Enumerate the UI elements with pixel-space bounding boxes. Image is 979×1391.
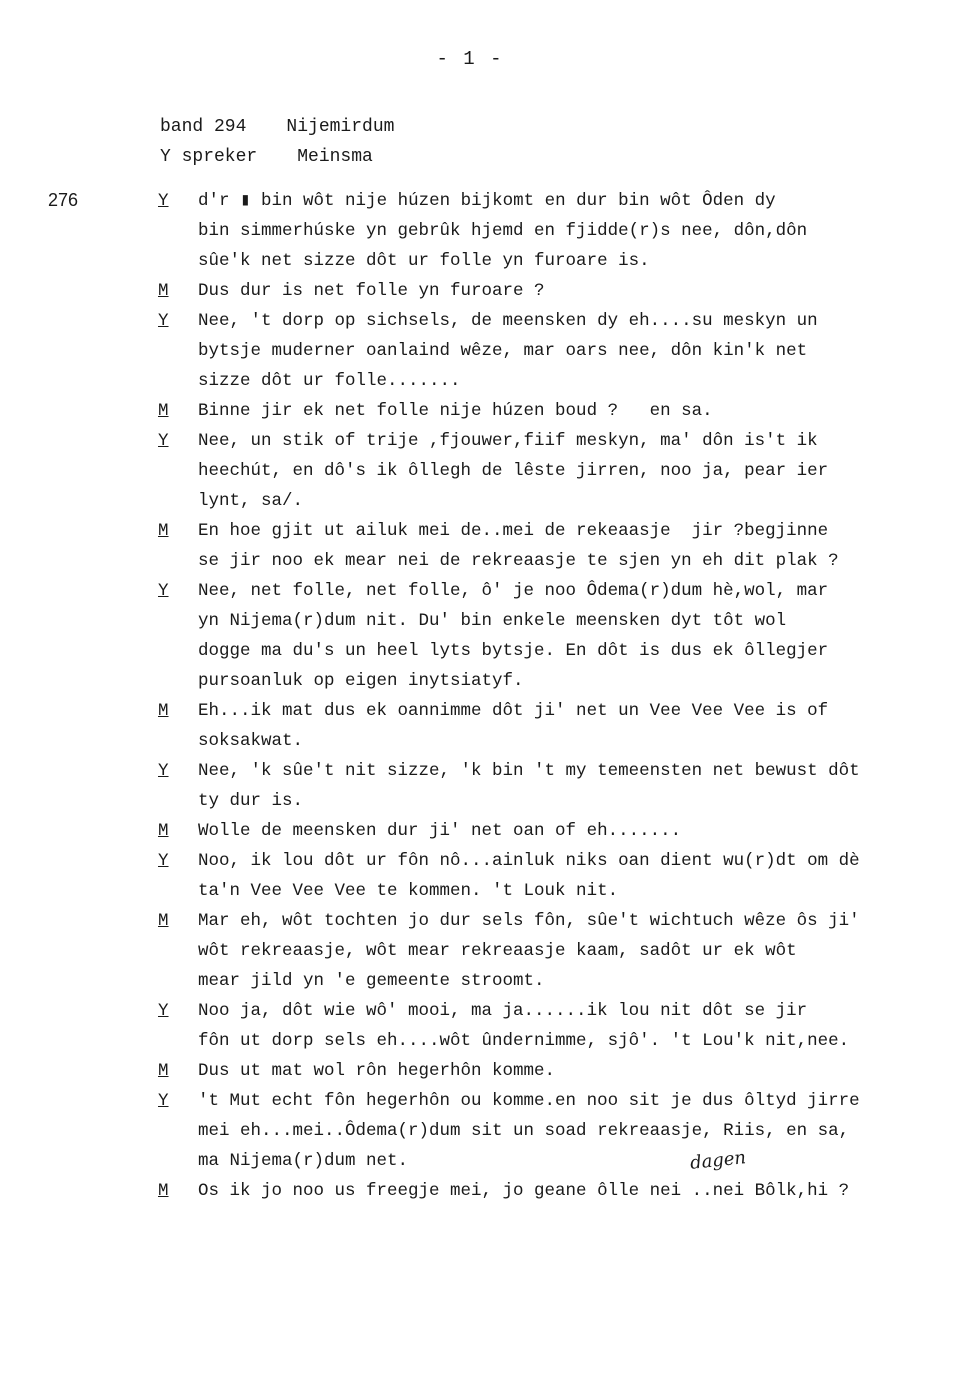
speech-text: 't Mut echt fôn hegerhôn ou komme.en noo sit je dus ôltyd jirre mei eh...mei..Ôdema(r)dum sit un soad rekreaasje, Riis, en sa, ma Nijema(r)dum net. xyxy=(198,1091,860,1171)
transcript-dialogue xyxy=(158,186,973,1206)
tape-counter: 276 xyxy=(48,190,79,210)
speaker-code: Y xyxy=(158,761,169,781)
speaker-code: M xyxy=(158,821,169,841)
speaker-code: Y xyxy=(158,1091,169,1111)
dialogue-turn xyxy=(158,1176,973,1206)
speaker-code: Y xyxy=(158,311,169,331)
speaker-code: M xyxy=(158,521,169,541)
dialogue-turn xyxy=(158,1056,973,1086)
speech-text: Nee, un stik of trije ,fjouwer,fiif meskyn, ma' dôn is't ik heechút, en dô's ik ôllegh de lêste jirren, noo ja, pear ier lynt, sa/. xyxy=(198,431,829,511)
speech-text: En hoe gjit ut ailuk mei de..mei de rekeaasje jir ?begjinne se jir noo ek mear nei de rekreaasje te sjen yn eh dit plak ? xyxy=(198,521,839,571)
dialogue-turn xyxy=(158,816,973,846)
band-number: band 294 xyxy=(160,117,247,137)
document-header xyxy=(160,112,394,172)
speech-text: Mar eh, wôt tochten jo dur sels fôn, sûe't wichtuch wêze ôs ji' wôt rekreaasje, wôt mear rekreaasje kaam, sadôt ur ek wôt mear jild yn 'e gemeente stroomt. xyxy=(198,911,860,991)
speaker-code: M xyxy=(158,1181,169,1201)
dialogue-turn xyxy=(158,576,973,696)
page-number: - 1 - xyxy=(436,48,504,70)
speech-text: Dus ut mat wol rôn hegerhôn komme. xyxy=(198,1061,556,1081)
speech-text: Noo, ik lou dôt ur fôn nô...ainluk niks oan dient wu(r)dt om dè ta'n Vee Vee Vee te kommen. 't Louk nit. xyxy=(198,851,860,901)
dialogue-turn xyxy=(158,306,973,396)
handwritten-annotation: dagen xyxy=(689,1147,747,1174)
speaker-code: Y xyxy=(158,581,169,601)
speech-text: Nee, net folle, net folle, ô' je noo Ôdema(r)dum hè,wol, mar yn Nijema(r)dum nit. Du' bin enkele meensken dyt tôt wol dogge ma du's un heel lyts bytsje. En dôt is dus ek ôllegjer pursoanluk op eigen inytsiatyf. xyxy=(198,581,829,691)
dialogue-turn xyxy=(158,996,973,1056)
dialogue-turn xyxy=(158,696,973,756)
speech-text: Binne jir ek net folle nije húzen boud ? en sa. xyxy=(198,401,713,421)
dialogue-turn xyxy=(158,756,973,816)
speech-text: Nee, 't dorp op sichsels, de meensken dy eh....su meskyn un bytsje muderner oanlaind wêze, mar oars nee, dôn kin'k net sizze dôt ur folle....... xyxy=(198,311,818,391)
speech-text: Nee, 'k sûe't nit sizze, 'k bin 't my temeensten net bewust dôt ty dur is. xyxy=(198,761,860,811)
dialogue-turn xyxy=(158,426,973,516)
dialogue-turn xyxy=(158,846,973,906)
dialogue-turn xyxy=(158,906,973,996)
speech-text: Os ik jo noo us freegje mei, jo geane ôlle nei ..nei Bôlk,hi ? xyxy=(198,1181,850,1201)
header-speaker-row xyxy=(160,142,394,172)
speaker-code: Y xyxy=(158,851,169,871)
place-name: Nijemirdum xyxy=(286,117,395,137)
speaker-code: Y xyxy=(158,191,169,211)
dialogue-turn xyxy=(158,396,973,426)
speaker-code: M xyxy=(158,911,169,931)
dialogue-turn xyxy=(158,1086,973,1176)
speaker-code: Y xyxy=(158,1001,169,1021)
dialogue-turn xyxy=(158,516,973,576)
interviewer-name: Meinsma xyxy=(297,147,373,167)
speaker-code: M xyxy=(158,281,169,301)
speaker-code: Y xyxy=(158,431,169,451)
header-band-row xyxy=(160,112,394,142)
speech-text: Wolle de meensken dur ji' net oan of eh....... xyxy=(198,821,682,841)
dialogue-turn xyxy=(158,276,973,306)
speech-text: Dus dur is net folle yn furoare ? xyxy=(198,281,545,301)
speaker-code: M xyxy=(158,701,169,721)
speech-text: d'r ▮ bin wôt nije húzen bijkomt en dur bin wôt Ôden dy bin simmerhúske yn gebrûk hjemd en fjidde(r)s nee, dôn,dôn sûe'k net sizze dôt ur folle yn furoare is. xyxy=(198,191,808,271)
speaker-code: M xyxy=(158,1061,169,1081)
speech-text: Eh...ik mat dus ek oannimme dôt ji' net un Vee Vee Vee is of soksakwat. xyxy=(198,701,829,751)
speaker-label: Y spreker xyxy=(160,147,258,167)
speech-text: Noo ja, dôt wie wô' mooi, ma ja......ik lou nit dôt se jir fôn ut dorp sels eh....wôt ûndernimme, sjô'. 't Lou'k nit,nee. xyxy=(198,1001,850,1051)
dialogue-turn xyxy=(158,186,973,276)
speaker-code: M xyxy=(158,401,169,421)
